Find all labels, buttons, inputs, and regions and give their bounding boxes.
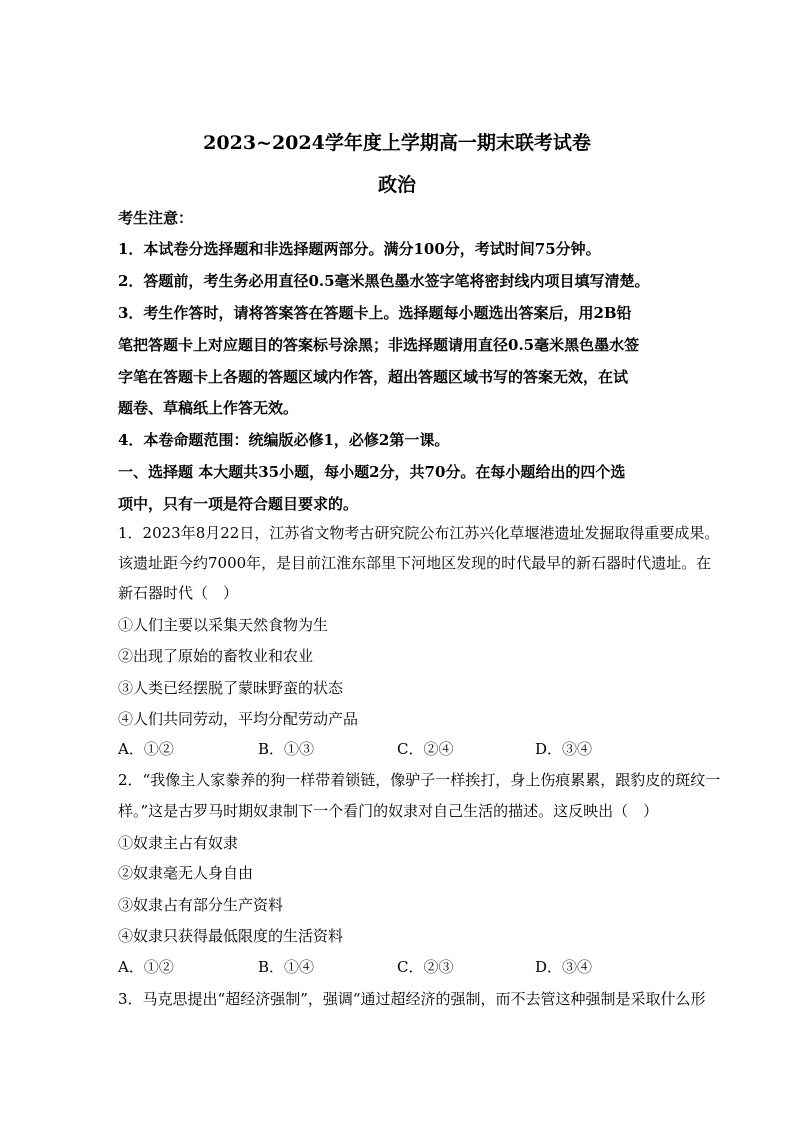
- exam-subject: 政治: [377, 174, 416, 196]
- question-stem: 新石器时代（ ）: [118, 584, 239, 602]
- notice-item: 题卷、草稿纸上作答无效。: [118, 399, 299, 417]
- option-c: C．②③: [397, 958, 454, 976]
- notice-item: 2．答题前，考生务必用直径0.5毫米黑色墨水签字笔将密封线内项目填写清楚。: [118, 272, 650, 290]
- option-b: B．①④: [258, 958, 315, 976]
- option-c: C．②④: [397, 740, 454, 758]
- question-stem: 2．“我像主人家豢养的狗一样带着锁链，像驴子一样挨打，身上伤痕累累，跟豹皮的斑纹一: [118, 771, 721, 789]
- section-heading: 项中，只有一项是符合题目要求的。: [118, 495, 359, 513]
- notice-item: 笔把答题卡上对应题目的答案标号涂黑；非选择题请用直径0.5毫米黑色墨水签: [118, 336, 640, 354]
- answer-options: [118, 738, 698, 762]
- option-d: D．③④: [535, 740, 593, 758]
- notice-item: 4．本卷命题范围：统编版必修1，必修2第一课。: [118, 431, 450, 449]
- option-a: A．①②: [118, 958, 174, 976]
- statement: ②奴隶毫无人身自由: [118, 864, 254, 882]
- option-d: D．③④: [535, 958, 593, 976]
- statement: ①奴隶主占有奴隶: [118, 834, 239, 852]
- statement: ③奴隶占有部分生产资料: [118, 896, 284, 914]
- notice-item: 3．考生作答时，请将答案答在答题卡上。选择题每小题选出答案后，用2B铅: [118, 304, 632, 322]
- notice-heading: 考生注意：: [118, 209, 194, 227]
- answer-options: [118, 956, 698, 980]
- notice-item: 字笔在答题卡上各题的答题区域内作答，超出答题区域书写的答案无效，在试: [118, 368, 629, 386]
- section-heading: 一、选择题 本大题共35小题，每小题2分，共70分。在每小题给出的四个选: [118, 463, 626, 481]
- statement: ③人类已经摆脱了蒙昧野蛮的状态: [118, 679, 344, 697]
- statement: ②出现了原始的畜牧业和农业: [118, 647, 314, 665]
- option-b: B．①③: [258, 740, 315, 758]
- question-stem: 样。”这是古罗马时期奴隶制下一个看门的奴隶对自己生活的描述。这反映出（ ）: [118, 802, 659, 820]
- question-stem: 1．2023年8月22日，江苏省文物考古研究院公布江苏兴化草堰港遗址发掘取得重要成果。: [118, 524, 720, 542]
- statement: ①人们主要以采集天然食物为生: [118, 616, 329, 634]
- statement: ④奴隶只获得最低限度的生活资料: [118, 927, 344, 945]
- statement: ④人们共同劳动，平均分配劳动产品: [118, 710, 359, 728]
- question-stem: 该遗址距今约7000年，是目前江淮东部里下河地区发现的时代最早的新石器时代遗址。在: [118, 554, 712, 572]
- question-stem: 3．马克思提出“超经济强制”，强调“通过超经济的强制，而不去管这种强制是采取什么形: [118, 990, 706, 1008]
- notice-item: 1．本试卷分选择题和非选择题两部分。满分100分，考试时间75分钟。: [118, 240, 601, 258]
- option-a: A．①②: [118, 740, 174, 758]
- exam-title: 2023~2024学年度上学期高一期末联考试卷: [203, 132, 591, 154]
